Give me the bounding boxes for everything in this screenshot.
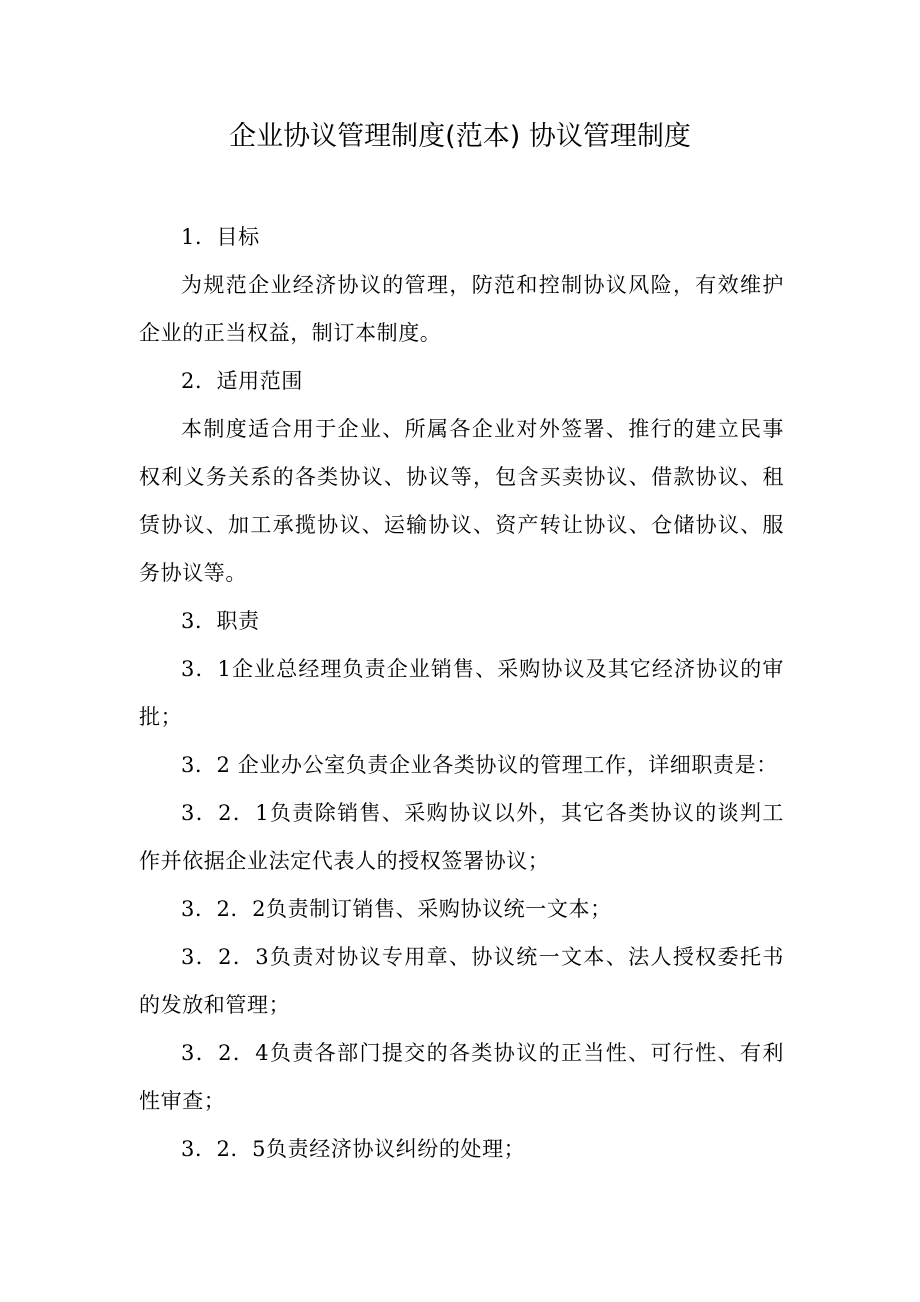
paragraph-3-1: 3．1企业总经理负责企业销售、采购协议及其它经济协议的审批；	[139, 657, 784, 729]
paragraph-3-2-1: 3．2．1负责除销售、采购协议以外，其它各类协议的谈判工作并依据企业法定代表人的授权签署协议；	[139, 801, 784, 873]
paragraph-scope: 本制度适合用于企业、所属各企业对外签署、推行的建立民事权利义务关系的各类协议、协议等，包含买卖协议、借款协议、租赁协议、加工承揽协议、运输协议、资产转让协议、仓储协议、服务协议等。	[139, 417, 784, 585]
document-body	[139, 213, 784, 1173]
document-title: 企业协议管理制度(范本) 协议管理制度	[229, 121, 691, 152]
paragraph-3-2-5: 3．2．5负责经济协议纠纷的处理；	[181, 1137, 526, 1161]
section-heading-objective: 1．目标	[181, 225, 260, 249]
paragraph-3-2-4: 3．2．4负责各部门提交的各类协议的正当性、可行性、有利性审查；	[139, 1041, 784, 1113]
section-heading-responsibilities: 3．职责	[181, 609, 260, 633]
paragraph-3-2-3: 3．2．3负责对协议专用章、协议统一文本、法人授权委托书的发放和管理；	[139, 945, 784, 1017]
paragraph-3-2: 3．2 企业办公室负责企业各类协议的管理工作，详细职责是：	[181, 753, 778, 777]
section-heading-scope: 2．适用范围	[181, 369, 303, 393]
paragraph-objective: 为规范企业经济协议的管理，防范和控制协议风险，有效维护企业的正当权益，制订本制度。	[139, 273, 784, 345]
paragraph-3-2-2: 3．2．2负责制订销售、采购协议统一文本；	[181, 897, 612, 921]
